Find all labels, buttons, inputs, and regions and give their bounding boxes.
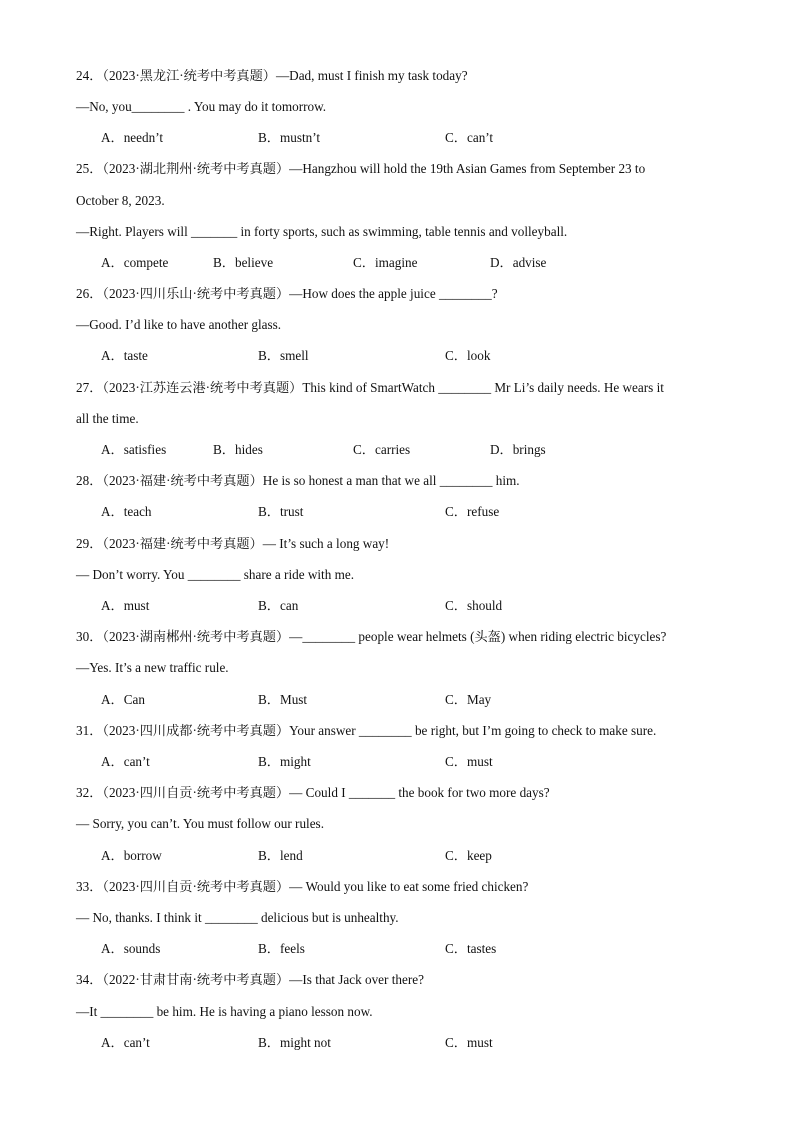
option-b: B．mustn’t xyxy=(258,130,321,145)
question-26-options xyxy=(0,348,794,364)
option-c: C．tastes xyxy=(445,941,497,956)
question-28-stem: 28．（2023·福建·统考中考真题）He is so honest a man that we all ________ him. xyxy=(76,473,520,488)
option-b: B．feels xyxy=(258,941,305,956)
question-33-stem: 33．（2023·四川自贡·统考中考真题）— Would you like to eat some fried chicken? xyxy=(76,879,529,894)
question-27-stem-cont: all the time. xyxy=(76,411,139,426)
option-d: D．brings xyxy=(490,442,546,457)
option-a: A．Can xyxy=(101,692,145,707)
option-b: B．smell xyxy=(258,348,309,363)
question-30-stem: 30．（2023·湖南郴州·统考中考真题）—________ people wear helmets (头盔) when riding electric bicycles? xyxy=(76,629,667,644)
question-34-response: —It ________ be him. He is having a piano lesson now. xyxy=(76,1004,373,1019)
question-26-stem: 26．（2023·四川乐山·统考中考真题）—How does the apple juice ________? xyxy=(76,286,498,301)
question-32-response: — Sorry, you can’t. You must follow our rules. xyxy=(76,816,324,831)
option-c: C．keep xyxy=(445,848,492,863)
option-c: C．carries xyxy=(353,442,411,457)
question-24-options xyxy=(0,130,794,146)
question-29-options xyxy=(0,598,794,614)
option-b: B．might xyxy=(258,754,311,769)
option-b: B．believe xyxy=(213,255,274,270)
question-29-response: — Don’t worry. You ________ share a ride with me. xyxy=(76,567,355,582)
question-30-options xyxy=(0,692,794,708)
option-a: A．satisfies xyxy=(101,442,167,457)
option-c: C．must xyxy=(445,1035,493,1050)
option-c: C．refuse xyxy=(445,504,500,519)
question-24-stem: 24．（2023·黑龙江·统考中考真题）—Dad, must I finish my task today? xyxy=(76,68,468,83)
option-a: A．can’t xyxy=(101,1035,150,1050)
option-a: A．must xyxy=(101,598,150,613)
option-c: C．imagine xyxy=(353,255,418,270)
question-25-stem: 25．（2023·湖北荆州·统考中考真题）—Hangzhou will hold the 19th Asian Games from September 23 to xyxy=(76,161,646,176)
question-30-response: —Yes. It’s a new traffic rule. xyxy=(76,660,229,675)
question-32-options xyxy=(0,848,794,864)
option-a: A．borrow xyxy=(101,848,162,863)
option-c: C．May xyxy=(445,692,492,707)
question-29-stem: 29．（2023·福建·统考中考真题）— It’s such a long way! xyxy=(76,536,390,551)
option-b: B．Must xyxy=(258,692,308,707)
question-25-response: —Right. Players will _______ in forty sports, such as swimming, table tennis and volleyball. xyxy=(76,224,568,239)
option-b: B．can xyxy=(258,598,299,613)
option-a: A．sounds xyxy=(101,941,161,956)
option-a: A．taste xyxy=(101,348,148,363)
option-c: C．should xyxy=(445,598,503,613)
option-c: C．can’t xyxy=(445,130,494,145)
option-c: C．look xyxy=(445,348,491,363)
question-26-response: —Good. I’d like to have another glass. xyxy=(76,317,282,332)
question-27-stem: 27．（2023·江苏连云港·统考中考真题）This kind of SmartWatch ________ Mr Li’s daily needs. He wears it xyxy=(76,380,664,395)
option-a: A．can’t xyxy=(101,754,150,769)
option-d: D．advise xyxy=(490,255,547,270)
question-34-options xyxy=(0,1035,794,1051)
option-a: A．compete xyxy=(101,255,169,270)
question-27-options xyxy=(0,442,794,458)
question-32-stem: 32．（2023·四川自贡·统考中考真题）— Could I _______ the book for two more days? xyxy=(76,785,550,800)
question-33-options xyxy=(0,941,794,957)
option-b: B．trust xyxy=(258,504,304,519)
question-33-response: — No, thanks. I think it ________ delicious but is unhealthy. xyxy=(76,910,399,925)
question-31-stem: 31．（2023·四川成都·统考中考真题）Your answer ________ be right, but I’m going to check to make sure. xyxy=(76,723,657,738)
question-28-options xyxy=(0,504,794,520)
option-b: B．might not xyxy=(258,1035,331,1050)
option-a: A．needn’t xyxy=(101,130,164,145)
question-25-stem-cont: October 8, 2023. xyxy=(76,193,165,208)
option-b: B．hides xyxy=(213,442,263,457)
question-24-response: —No, you________ . You may do it tomorrow. xyxy=(76,99,327,114)
question-34-stem: 34．（2022·甘肃甘南·统考中考真题）—Is that Jack over there? xyxy=(76,972,424,987)
question-25-options xyxy=(0,255,794,271)
option-a: A．teach xyxy=(101,504,152,519)
option-b: B．lend xyxy=(258,848,303,863)
option-c: C．must xyxy=(445,754,493,769)
question-31-options xyxy=(0,754,794,770)
